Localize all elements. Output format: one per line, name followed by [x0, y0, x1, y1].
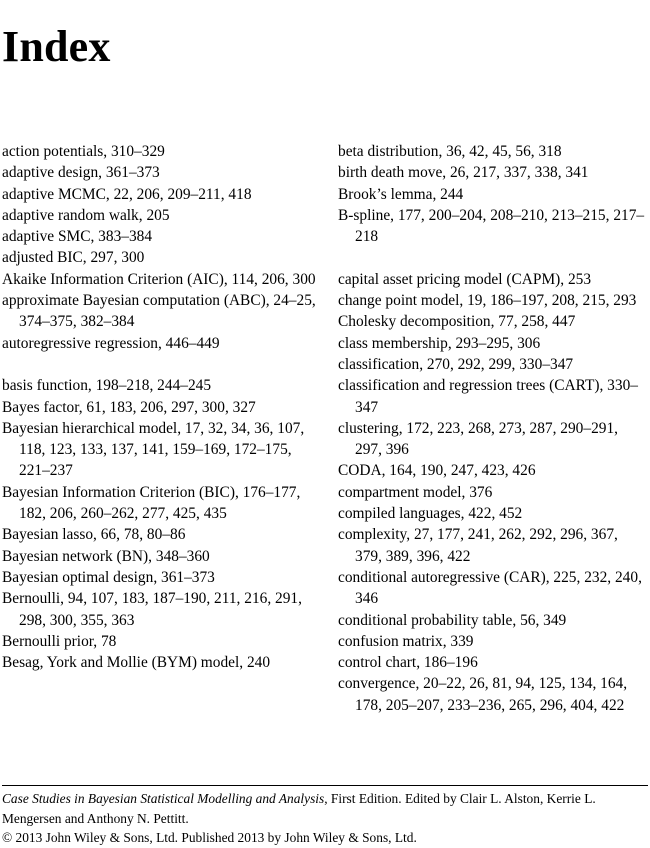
- index-entry: convergence, 20–22, 26, 81, 94, 125, 134, 164, 178, 205–207, 233–236, 265, 296, 404, 422: [338, 675, 628, 714]
- index-column-left: [2, 141, 322, 673]
- index-entry: Bernoulli, 94, 107, 183, 187–190, 211, 216, 291, 298, 300, 355, 363: [2, 590, 302, 629]
- book-title: Case Studies in Bayesian Statistical Modelling and Analysis: [2, 791, 325, 806]
- index-entry: Bayesian lasso, 66, 78, 80–86: [2, 526, 186, 544]
- page-title: Index: [2, 22, 111, 72]
- index-entry: Bayesian hierarchical model, 17, 32, 34, 36, 107, 118, 123, 133, 137, 141, 159–169, 172–175, 221–237: [2, 419, 305, 480]
- index-entry: class membership, 293–295, 306: [338, 334, 541, 352]
- index-entry: classification and regression trees (CART), 330–347: [338, 377, 638, 416]
- footer-divider: [2, 785, 648, 786]
- index-entry: change point model, 19, 186–197, 208, 215, 293: [338, 292, 637, 310]
- index-entry: classification, 270, 292, 299, 330–347: [338, 355, 574, 373]
- index-entry: Bayesian Information Criterion (BIC), 176–177, 182, 206, 260–262, 277, 425, 435: [2, 483, 301, 523]
- index-entry: control chart, 186–196: [338, 654, 478, 672]
- index-entry: adaptive MCMC, 22, 206, 209–211, 418: [2, 185, 252, 203]
- index-entry: Cholesky decomposition, 77, 258, 447: [338, 313, 576, 331]
- index-entry: approximate Bayesian computation (ABC), 24–25, 374–375, 382–384: [2, 292, 316, 331]
- index-entry: Besag, York and Mollie (BYM) model, 240: [2, 654, 271, 672]
- index-entry: compiled languages, 422, 452: [338, 505, 523, 523]
- index-entry: Bayesian optimal design, 361–373: [2, 568, 215, 586]
- index-entry: action potentials, 310–329: [2, 143, 165, 160]
- index-entry: conditional autoregressive (CAR), 225, 232, 240, 346: [338, 568, 642, 608]
- index-entry: CODA, 164, 190, 247, 423, 426: [338, 462, 536, 480]
- footer-credit: [2, 789, 648, 848]
- index-entry: Bayes factor, 61, 183, 206, 297, 300, 327: [2, 398, 256, 416]
- index-entry: capital asset pricing model (CAPM), 253: [338, 270, 592, 288]
- index-entry: compartment model, 376: [338, 483, 493, 501]
- index-entry: clustering, 172, 223, 268, 273, 287, 290–291, 297, 396: [338, 419, 619, 459]
- index-entry: adaptive design, 361–373: [2, 164, 160, 182]
- index-entry: birth death move, 26, 217, 337, 338, 341: [338, 164, 589, 182]
- footer-citation: [2, 789, 648, 828]
- letter-group-gap: [338, 247, 648, 268]
- letter-group-gap: [2, 354, 322, 375]
- index-entry: confusion matrix, 339: [338, 632, 474, 650]
- index-column-right: [338, 141, 648, 716]
- index-entry: basis function, 198–218, 244–245: [2, 377, 212, 395]
- index-entry: Akaike Information Criterion (AIC), 114, 206, 300: [2, 270, 316, 288]
- index-entry: autoregressive regression, 446–449: [2, 334, 220, 352]
- index-entry: B-spline, 177, 200–204, 208–210, 213–215, 217–218: [338, 206, 645, 246]
- index-entry: Bayesian network (BN), 348–360: [2, 547, 210, 565]
- index-entry: Brook’s lemma, 244: [338, 185, 464, 203]
- index-entry: adaptive random walk, 205: [2, 206, 170, 224]
- index-entry: Bernoulli prior, 78: [2, 632, 117, 650]
- index-entry: complexity, 27, 177, 241, 262, 292, 296, 367, 379, 389, 396, 422: [338, 526, 618, 565]
- index-entry: adaptive SMC, 383–384: [2, 228, 153, 246]
- index-entry: adjusted BIC, 297, 300: [2, 249, 145, 267]
- index-entry: beta distribution, 36, 42, 45, 56, 318: [338, 143, 562, 160]
- copyright-notice: © 2013 John Wiley & Sons, Ltd. Published 2013 by John Wiley & Sons, Ltd.: [2, 830, 417, 845]
- edition-credit: , First Edition. Edited by Clair L. Alston, Kerrie L. Mengersen and Anthony N. Pettitt.: [2, 791, 596, 826]
- index-entry: conditional probability table, 56, 349: [338, 611, 567, 629]
